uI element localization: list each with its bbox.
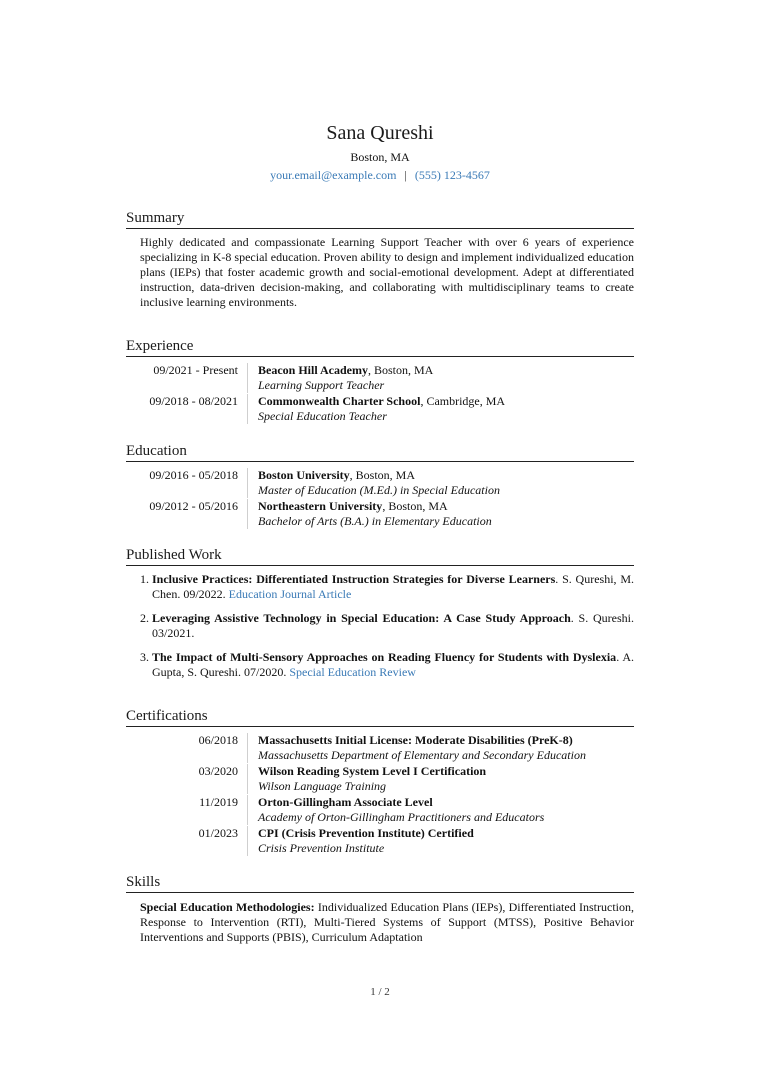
certification-issuer: Crisis Prevention Institute (258, 841, 385, 855)
certification-entry (126, 764, 634, 794)
summary-section (126, 209, 634, 310)
entry-date: 09/2016 - 05/2018 (149, 468, 238, 482)
publication-details: . S. Qureshi. 03/2021. (152, 611, 634, 640)
experience-heading: Experience (126, 337, 634, 357)
certifications-section (126, 707, 634, 856)
entry-date: 01/2023 (198, 826, 238, 840)
certification-name: Wilson Reading System Level I Certification (258, 764, 487, 778)
certification-name: CPI (Crisis Prevention Institute) Certified (258, 826, 474, 840)
entry-location: , Boston, MA (368, 363, 434, 377)
published-work-heading: Published Work (126, 546, 634, 566)
publication-item (152, 572, 634, 602)
experience-entry (126, 363, 634, 393)
skills-heading: Skills (126, 873, 634, 893)
entry-organization: Northeastern University (258, 499, 383, 513)
entry-role: Learning Support Teacher (258, 378, 385, 392)
publication-link[interactable]: Education Journal Article (228, 587, 352, 601)
candidate-name: Sana Qureshi (326, 122, 434, 144)
education-entry (126, 499, 634, 529)
contact-separator: | (404, 168, 407, 182)
publication-title: The Impact of Multi-Sensory Approaches on Reading Fluency for Students with Dyslexia (152, 650, 617, 664)
certification-entry (126, 826, 634, 856)
entry-organization: Boston University (258, 468, 350, 482)
publication-details: . S. Qureshi, M. Chen. 09/2022. (152, 572, 634, 601)
skills-text (140, 900, 634, 945)
entry-location: , Cambridge, MA (420, 394, 506, 408)
certification-entry (126, 795, 634, 825)
skills-section (126, 873, 634, 945)
entry-date: 06/2018 (198, 733, 238, 747)
published-work-section (126, 546, 634, 689)
experience-section (126, 337, 634, 424)
skills-category: Special Education Methodologies: (140, 900, 315, 914)
certification-issuer: Massachusetts Department of Elementary and Secondary Education (258, 748, 586, 762)
entry-location: , Boston, MA (382, 499, 448, 513)
skills-list: Individualized Education Plans (IEPs), Differentiated Instruction, Response to Intervention (RTI), Multi-Tiered Systems of Support (MTSS), Positive Behavior Interventions and Supports (PBIS), Curriculum Adaptation (140, 900, 634, 944)
certification-name: Orton-Gillingham Associate Level (258, 795, 433, 809)
education-heading: Education (126, 442, 634, 462)
entry-date: 03/2020 (198, 764, 238, 778)
experience-entry (126, 394, 634, 424)
resume-header (0, 121, 760, 183)
certifications-heading: Certifications (126, 707, 634, 727)
certification-name: Massachusetts Initial License: Moderate Disabilities (PreK-8) (258, 733, 573, 747)
phone-link[interactable]: (555) 123-4567 (414, 168, 490, 182)
certification-issuer: Academy of Orton-Gillingham Practitioners and Educators (258, 810, 545, 824)
entry-location: , Boston, MA (349, 468, 416, 482)
summary-heading: Summary (126, 209, 634, 229)
entry-role: Special Education Teacher (258, 409, 387, 423)
education-section (126, 442, 634, 529)
entry-date: 11/2019 (199, 795, 238, 809)
publication-list (126, 572, 634, 680)
publication-title: Leveraging Assistive Technology in Special Education: A Case Study Approach (152, 611, 571, 625)
entry-degree: Master of Education (M.Ed.) in Special Education (258, 483, 500, 497)
publication-link[interactable]: Special Education Review (289, 665, 416, 679)
summary-text: Highly dedicated and compassionate Learning Support Teacher with over 6 years of experience specializing in K-8 special education. Proven ability to design and implement individualized education plans (IEPs) that foster academic growth and social-emotional development. Adept at differentiated instruction, data-driven decision-making, and collaborating with multidisciplinary teams to create inclusive learning environments. (140, 235, 634, 309)
entry-organization: Beacon Hill Academy (258, 363, 368, 377)
entry-date: 09/2012 - 05/2016 (149, 499, 238, 513)
certification-issuer: Wilson Language Training (258, 779, 387, 793)
entry-degree: Bachelor of Arts (B.A.) in Elementary Education (258, 514, 492, 528)
education-entry (126, 468, 634, 498)
publication-title: Inclusive Practices: Differentiated Instruction Strategies for Diverse Learners (152, 572, 556, 586)
entry-date: 09/2021 - Present (153, 363, 238, 377)
page-number: 1 / 2 (370, 986, 390, 998)
publication-details: . A. Gupta, S. Qureshi. 07/2020. (152, 650, 635, 679)
candidate-location: Boston, MA (350, 150, 410, 164)
publication-item (152, 611, 634, 641)
entry-date: 09/2018 - 08/2021 (149, 394, 238, 408)
contact-line (0, 168, 760, 183)
email-link[interactable]: your.email@example.com (270, 168, 397, 182)
certification-entry (126, 733, 634, 763)
publication-item (152, 650, 634, 680)
entry-organization: Commonwealth Charter School (258, 394, 421, 408)
